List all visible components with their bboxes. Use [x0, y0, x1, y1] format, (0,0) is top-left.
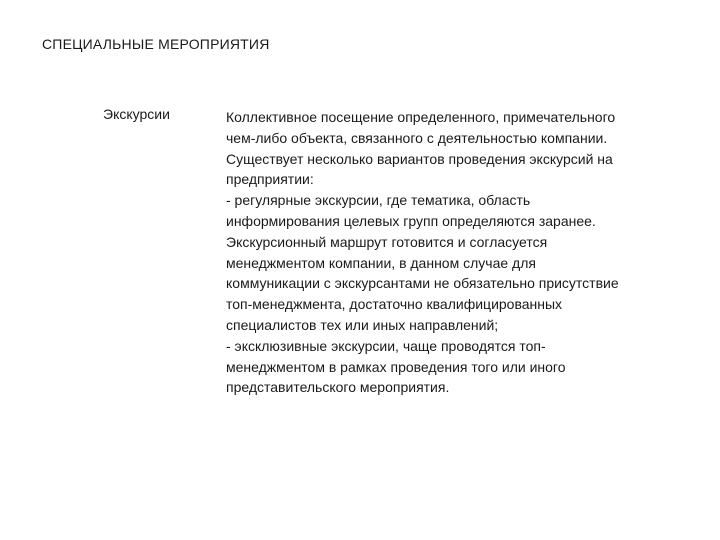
- definition-line: коммуникации с экскурсантами не обязательно присутствие: [226, 275, 619, 292]
- definition-line: Существует несколько вариантов проведения экскурсий на: [226, 150, 613, 167]
- definition-line: чем-либо объекта, связанного с деятельностью компании.: [226, 129, 608, 146]
- definition-line: - эксклюзивные экскурсии, чаще проводятся топ-: [226, 337, 546, 354]
- definition-line: предприятии:: [226, 171, 314, 188]
- definition-line: информирования целевых групп определяются заранее.: [226, 212, 596, 229]
- definition-line: Экскурсионный маршрут готовится и согласуется: [226, 233, 548, 250]
- term-label: Экскурсии: [103, 106, 170, 122]
- definition-line: менеджментом компании, в данном случае для: [226, 254, 536, 271]
- definition-line: - регулярные экскурсии, где тематика, область: [226, 192, 531, 209]
- term-definition: [226, 107, 704, 398]
- slide-title: СПЕЦИАЛЬНЫЕ МЕРОПРИЯТИЯ: [42, 36, 270, 52]
- definition-line: топ-менеджмента, достаточно квалифицированных: [226, 296, 563, 313]
- definition-line: специалистов тех или иных направлений;: [226, 316, 499, 333]
- definition-line: представительского мероприятия.: [226, 379, 450, 396]
- definition-line: менеджментом в рамках проведения того или иного: [226, 358, 566, 375]
- definition-line: Коллективное посещение определенного, примечательного: [226, 109, 616, 125]
